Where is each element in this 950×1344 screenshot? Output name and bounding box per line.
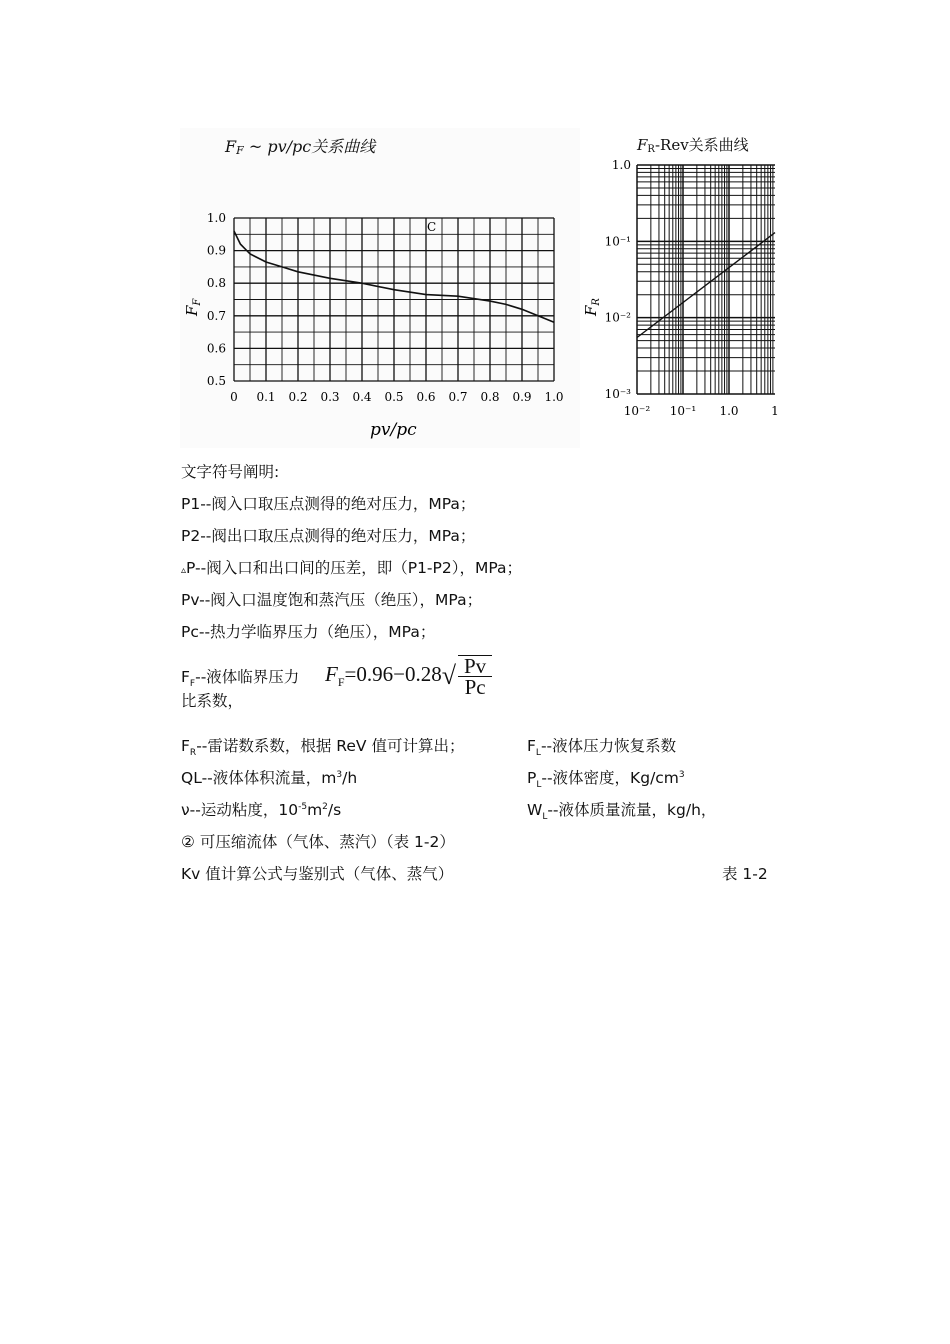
dp-definition: ▵P--阀入口和出口间的压差，即（P1-P2），MPa； xyxy=(181,559,523,577)
fr-x-tick-label: 1 xyxy=(771,404,779,418)
fr-y-axis-label: $F_R$ xyxy=(582,298,602,316)
p2-definition: P2--阀出口取压点测得的绝对压力，MPa； xyxy=(181,527,476,545)
table-reference: 表 1-2 xyxy=(722,865,768,883)
fr-chart-title: FR-Rev关系曲线 xyxy=(637,136,749,155)
ff-x-tick-label: 0.6 xyxy=(416,390,436,404)
ff-y-tick-label: 1.0 xyxy=(206,211,226,225)
symbols-heading: 文字符号阐明: xyxy=(181,463,280,481)
delta-symbol: ▵ xyxy=(181,565,187,576)
fr-x-tick-label: 10⁻¹ xyxy=(669,404,697,418)
formula-fraction: $\frac{Pv}{Pc}$ xyxy=(458,655,492,697)
ff-x-tick-label: 0.3 xyxy=(320,390,340,404)
ff-x-tick-label: 0.8 xyxy=(480,390,500,404)
ff-formula: $F_F=0.96-0.28√$ $\frac{Pv}{Pc}$ xyxy=(325,655,492,697)
ff-y-axis-label: $F_F$ xyxy=(183,298,203,316)
fr-definition: $F_R--$雷诺数系数，根据 ReV 值可计算出； xyxy=(181,737,465,759)
ff-x-tick-label: 0.4 xyxy=(352,390,372,404)
ff-y-tick-label: 0.9 xyxy=(206,243,226,258)
nu-definition: ν--运动粘度，$10^{-5}m^2/s$ xyxy=(181,801,342,819)
ff-x-tick-label: 0.1 xyxy=(256,390,276,404)
ff-x-tick-label: 0.2 xyxy=(288,390,308,404)
kv-table-title: Kv 值计算公式与鉴别式（气体、蒸气） xyxy=(181,865,454,883)
ql-definition: QL--液体体积流量，$m^3/h$ xyxy=(181,769,358,787)
fr-rev-chart xyxy=(575,128,780,428)
ff-y-tick-label: 0.5 xyxy=(206,374,226,388)
ff-x-tick-label: 0.9 xyxy=(512,390,532,404)
ff-y-tick-label: 0.8 xyxy=(206,276,226,291)
ff-corner-label: C xyxy=(427,220,437,234)
ff-pv-pc-chart xyxy=(180,128,580,448)
ff-definition: $F_F--$液体临界压力 xyxy=(181,668,300,690)
ff-x-tick-label: 0.7 xyxy=(448,390,468,404)
fr-y-tick-label: 10⁻³ xyxy=(604,387,631,401)
wl-definition: $W_L--$液体质量流量，kg/h， xyxy=(527,801,717,823)
ff-x-tick-label: 0 xyxy=(230,390,238,404)
ff-y-tick-label: 0.7 xyxy=(206,308,226,323)
pl-definition: $P_L--$液体密度，$Kg/cm^3$ xyxy=(527,769,685,791)
fr-y-tick-label: 1.0 xyxy=(611,158,631,172)
ff-y-tick-label: 0.6 xyxy=(206,341,226,356)
ff-chart-grid xyxy=(234,218,554,381)
fr-chart-grid xyxy=(637,165,775,394)
pv-definition: Pv--阀入口温度饱和蒸汽压（绝压），MPa； xyxy=(181,591,483,609)
compressible-heading: ② 可压缩流体（气体、蒸汽）（表 1-2） xyxy=(181,833,455,851)
ff-x-axis-label: pv/pc xyxy=(370,420,417,440)
fr-y-tick-label: 10⁻¹ xyxy=(604,234,631,249)
ff-x-tick-label: 1.0 xyxy=(544,390,564,404)
fl-definition: $F_L--$液体压力恢复系数 xyxy=(527,737,677,759)
fr-y-tick-label: 10⁻² xyxy=(604,310,631,325)
p1-definition: P1--阀入口取压点测得的绝对压力，MPa； xyxy=(181,495,476,513)
fr-x-tick-label: 10⁻² xyxy=(623,404,651,418)
ff-definition-cont: 比系数， xyxy=(181,692,244,710)
pc-definition: Pc--热力学临界压力（绝压），MPa； xyxy=(181,623,436,641)
fr-x-tick-labels xyxy=(624,404,779,418)
fr-y-tick-labels xyxy=(605,158,632,401)
ff-x-tick-label: 0.5 xyxy=(384,390,404,404)
fr-x-tick-label: 1.0 xyxy=(719,404,739,418)
ff-chart-title: FF ~ pv/pc关系曲线 xyxy=(225,137,376,157)
